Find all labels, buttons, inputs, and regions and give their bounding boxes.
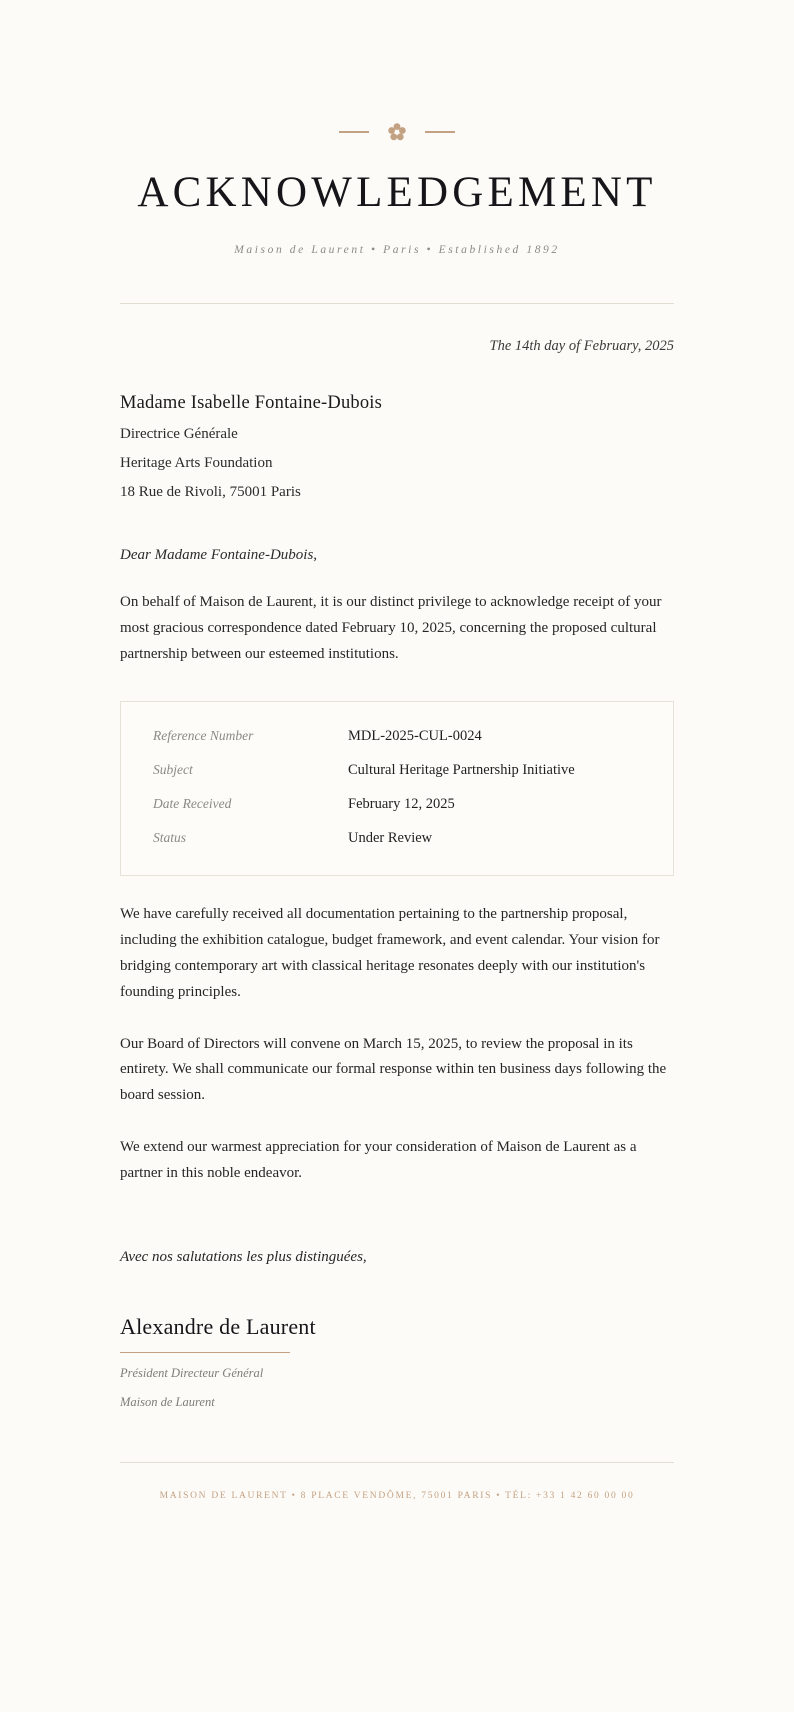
dash-left-icon	[339, 131, 369, 133]
signature-name: Alexandre de Laurent	[120, 1313, 316, 1339]
header-ornament	[120, 0, 674, 132]
document-tagline: Maison de Laurent • Paris • Established 1892	[234, 244, 560, 256]
detail-label: Reference Number	[153, 728, 254, 744]
detail-row-status	[153, 830, 641, 847]
detail-value: Cultural Heritage Partnership Initiative	[348, 762, 575, 779]
signature-organization: Maison de Laurent	[120, 1394, 215, 1409]
recipient-role: Directrice Générale	[120, 426, 238, 442]
body-paragraph-4: We extend our warmest appreciation for your consideration of Maison de Laurent as a partner in this noble endeavor.	[120, 1138, 637, 1181]
body-paragraph-3: Our Board of Directors will convene on March 15, 2025, to review the proposal in its entirety. We shall communicate our formal response within ten business days following the board session.	[120, 1035, 667, 1104]
detail-row-date-received	[153, 796, 641, 813]
signature-rule	[120, 1352, 290, 1353]
salutation: Dear Madame Fontaine-Dubois,	[120, 547, 318, 563]
detail-row-subject	[153, 762, 641, 779]
recipient-organization: Heritage Arts Foundation	[120, 455, 273, 471]
recipient-name: Madame Isabelle Fontaine-Dubois	[120, 393, 383, 413]
header-divider	[120, 303, 674, 304]
dash-right-icon	[425, 131, 455, 133]
detail-value: MDL-2025-CUL-0024	[348, 728, 482, 745]
recipient-address: 18 Rue de Rivoli, 75001 Paris	[120, 484, 301, 500]
status-badge: Under Review	[348, 830, 433, 847]
body-paragraph-1: On behalf of Maison de Laurent, it is our distinct privilege to acknowledge receipt of your most gracious correspondence dated February 10, 2025, concerning the proposed cultural partnership between our esteemed institutions.	[120, 594, 662, 662]
detail-label: Status	[153, 830, 187, 846]
detail-label: Subject	[153, 762, 193, 778]
detail-row-reference-number	[153, 728, 641, 745]
footer-contact: MAISON DE LAURENT • 8 PLACE VENDÔME, 75001 PARIS • TÉL: +33 1 42 60 00 00	[159, 1490, 635, 1501]
detail-value: February 12, 2025	[348, 796, 455, 813]
signature-block	[120, 1314, 674, 1410]
reference-details-box	[120, 701, 674, 876]
detail-label: Date Received	[153, 796, 232, 812]
signature-title: Président Directeur Général	[120, 1365, 264, 1380]
letter-date: The 14th day of February, 2025	[489, 338, 674, 354]
flower-ornament-icon	[387, 122, 407, 142]
footer-divider	[120, 1462, 674, 1463]
closing-line: Avec nos salutations les plus distinguées,	[120, 1248, 367, 1265]
recipient-block	[120, 393, 674, 501]
body-paragraph-2: We have carefully received all documentation pertaining to the partnership proposal, including the exhibition catalogue, budget framework, and event calendar. Your vision for bridging contemporary art with classical heritage resonates deeply with our institution's founding principles.	[120, 906, 660, 1000]
page-title: ACKNOWLEDGEMENT	[137, 169, 657, 216]
